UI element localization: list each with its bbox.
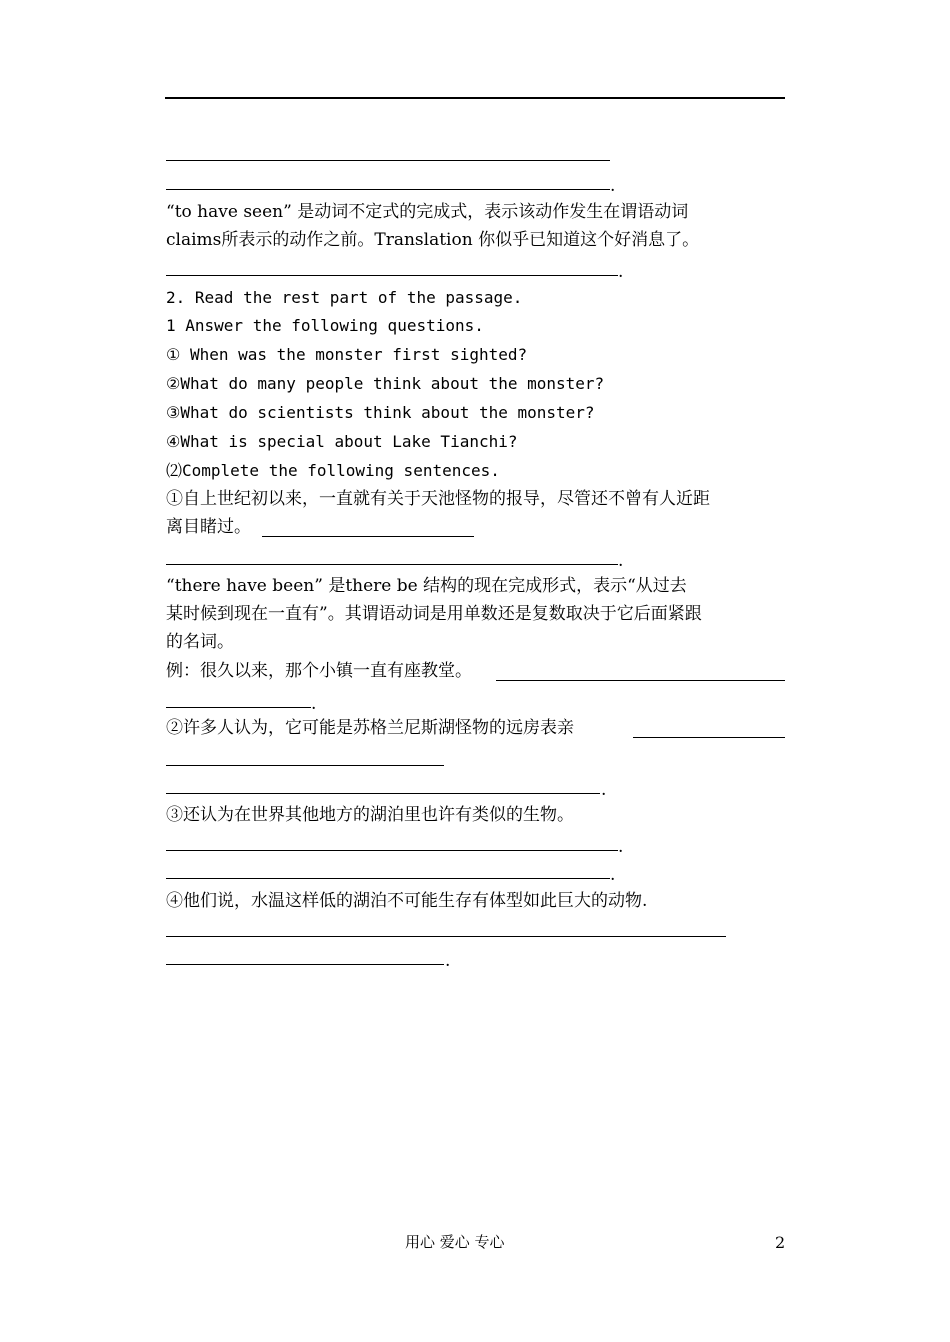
answer-blank[interactable] [166, 878, 610, 879]
answer-blank[interactable] [166, 936, 726, 937]
period: . [618, 551, 624, 571]
sentence-item: ④他们说，水温这样低的湖泊不可能生存有体型如此巨大的动物. [166, 891, 648, 911]
answer-blank[interactable] [166, 160, 610, 161]
sentence-item: ②许多人认为，它可能是苏格兰尼斯湖怪物的远房表亲 [166, 718, 574, 738]
page-number: 2 [775, 1233, 786, 1252]
question-item: ②What do many people think about the monster? [166, 374, 605, 393]
answer-blank[interactable] [166, 765, 444, 766]
period: . [311, 694, 317, 714]
answer-blank[interactable] [166, 850, 618, 851]
period: . [601, 780, 607, 800]
period: . [445, 951, 451, 971]
grammar-note-line: “to have seen” 是动词不定式的完成式，表示该动作发生在谓语动词 [166, 202, 689, 222]
footer-text: 用心 爱心 专心 [405, 1233, 505, 1251]
complete-heading: ⑵Complete the following sentences. [166, 461, 500, 480]
grammar-note-line: “there have been” 是there be 结构的现在完成形式，表示“从过去 [166, 576, 687, 596]
period: . [610, 176, 616, 196]
period: . [610, 865, 616, 885]
period: . [618, 837, 624, 857]
question-item: ③What do scientists think about the monster? [166, 403, 595, 422]
answer-blank[interactable] [166, 964, 444, 965]
grammar-note-line: 某时候到现在一直有”。其谓语动词是用单数还是复数取决于它后面紧跟 [166, 604, 702, 624]
sentence-item: ③还认为在世界其他地方的湖泊里也许有类似的生物。 [166, 805, 574, 825]
period: . [618, 262, 624, 282]
answer-blank[interactable] [166, 564, 618, 565]
grammar-note-line: claims所表示的动作之前。Translation 你似乎已知道这个好消息了。 [166, 230, 700, 250]
section-title: 2. Read the rest part of the passage. [166, 288, 523, 307]
sentence-item: ①自上世纪初以来，一直就有关于天池怪物的报导，尽管还不曾有人近距 [166, 489, 710, 509]
header-rule [165, 97, 785, 99]
answer-blank[interactable] [166, 793, 600, 794]
grammar-note-line: 的名词。 [166, 632, 234, 652]
answer-blank[interactable] [166, 275, 618, 276]
question-item: ① When was the monster first sighted? [166, 345, 528, 364]
example-sentence: 例：很久以来，那个小镇一直有座教堂。 [166, 661, 472, 681]
answer-blank[interactable] [166, 707, 311, 708]
question-item: ④What is special about Lake Tianchi? [166, 432, 518, 451]
sentence-item: 离目睹过。 [166, 517, 251, 537]
questions-heading: 1 Answer the following questions. [166, 316, 484, 335]
answer-blank[interactable] [633, 737, 785, 738]
answer-blank[interactable] [262, 536, 474, 537]
answer-blank[interactable] [496, 680, 785, 681]
answer-blank[interactable] [166, 189, 610, 190]
